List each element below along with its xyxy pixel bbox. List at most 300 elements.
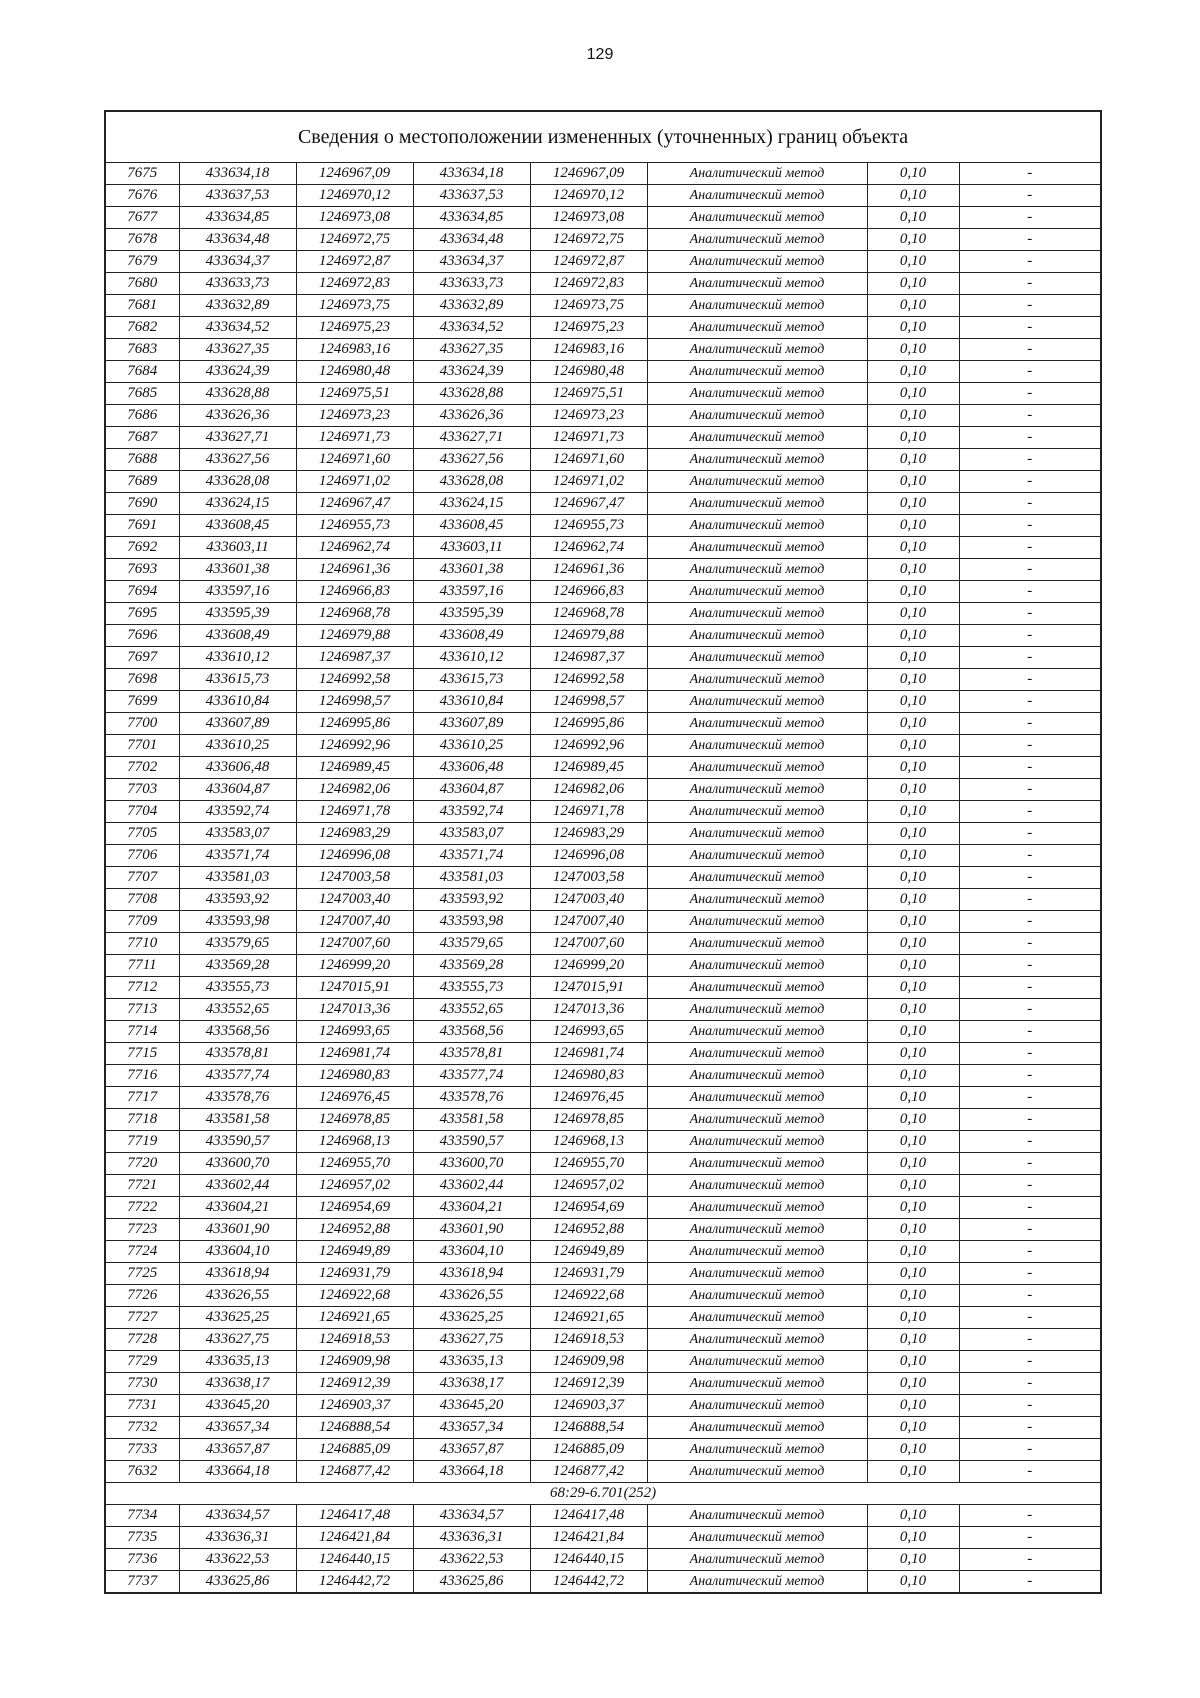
note-cell: - (959, 1549, 1101, 1571)
method-cell: Аналитический метод (647, 1307, 867, 1329)
table-row (105, 779, 1101, 801)
method-cell: Аналитический метод (647, 405, 867, 427)
note-cell: - (959, 471, 1101, 493)
note-cell: - (959, 405, 1101, 427)
y-existing-cell: 1246440,15 (296, 1549, 413, 1571)
x-updated-cell: 433657,34 (413, 1417, 530, 1439)
x-existing-cell: 433610,25 (179, 735, 296, 757)
x-updated-cell: 433610,12 (413, 647, 530, 669)
x-updated-cell: 433607,89 (413, 713, 530, 735)
accuracy-cell: 0,10 (867, 163, 959, 185)
x-existing-cell: 433624,39 (179, 361, 296, 383)
x-updated-cell: 433635,13 (413, 1351, 530, 1373)
x-existing-cell: 433608,49 (179, 625, 296, 647)
x-existing-cell: 433628,08 (179, 471, 296, 493)
note-cell: - (959, 669, 1101, 691)
note-cell: - (959, 581, 1101, 603)
note-cell: - (959, 1439, 1101, 1461)
table-row (105, 1505, 1101, 1527)
y-existing-cell: 1246982,06 (296, 779, 413, 801)
x-existing-cell: 433597,16 (179, 581, 296, 603)
x-existing-cell: 433571,74 (179, 845, 296, 867)
accuracy-cell: 0,10 (867, 471, 959, 493)
accuracy-cell: 0,10 (867, 317, 959, 339)
accuracy-cell: 0,10 (867, 185, 959, 207)
table-row (105, 317, 1101, 339)
table-row (105, 1197, 1101, 1219)
y-existing-cell: 1247015,91 (296, 977, 413, 999)
method-cell: Аналитический метод (647, 1527, 867, 1549)
table-row (105, 361, 1101, 383)
accuracy-cell: 0,10 (867, 867, 959, 889)
x-existing-cell: 433608,45 (179, 515, 296, 537)
x-existing-cell: 433578,81 (179, 1043, 296, 1065)
y-updated-cell: 1246973,08 (530, 207, 647, 229)
point-number-cell: 7681 (105, 295, 179, 317)
method-cell: Аналитический метод (647, 977, 867, 999)
y-existing-cell: 1246980,48 (296, 361, 413, 383)
y-existing-cell: 1247007,60 (296, 933, 413, 955)
method-cell: Аналитический метод (647, 933, 867, 955)
accuracy-cell: 0,10 (867, 1505, 959, 1527)
y-updated-cell: 1246912,39 (530, 1373, 647, 1395)
y-existing-cell: 1246973,08 (296, 207, 413, 229)
accuracy-cell: 0,10 (867, 1549, 959, 1571)
x-updated-cell: 433632,89 (413, 295, 530, 317)
method-cell: Аналитический метод (647, 1153, 867, 1175)
method-cell: Аналитический метод (647, 361, 867, 383)
y-updated-cell: 1246972,75 (530, 229, 647, 251)
note-cell: - (959, 1307, 1101, 1329)
point-number-cell: 7708 (105, 889, 179, 911)
point-number-cell: 7714 (105, 1021, 179, 1043)
method-cell: Аналитический метод (647, 471, 867, 493)
method-cell: Аналитический метод (647, 779, 867, 801)
method-cell: Аналитический метод (647, 603, 867, 625)
y-updated-cell: 1246972,87 (530, 251, 647, 273)
x-existing-cell: 433634,85 (179, 207, 296, 229)
x-updated-cell: 433634,37 (413, 251, 530, 273)
y-existing-cell: 1246912,39 (296, 1373, 413, 1395)
x-updated-cell: 433645,20 (413, 1395, 530, 1417)
y-updated-cell: 1246918,53 (530, 1329, 647, 1351)
y-existing-cell: 1246972,83 (296, 273, 413, 295)
point-number-cell: 7676 (105, 185, 179, 207)
table-row (105, 933, 1101, 955)
method-cell: Аналитический метод (647, 1373, 867, 1395)
method-cell: Аналитический метод (647, 1549, 867, 1571)
x-existing-cell: 433626,36 (179, 405, 296, 427)
y-existing-cell: 1246952,88 (296, 1219, 413, 1241)
accuracy-cell: 0,10 (867, 779, 959, 801)
method-cell: Аналитический метод (647, 801, 867, 823)
method-cell: Аналитический метод (647, 515, 867, 537)
accuracy-cell: 0,10 (867, 339, 959, 361)
method-cell: Аналитический метод (647, 713, 867, 735)
y-updated-cell: 1246995,86 (530, 713, 647, 735)
method-cell: Аналитический метод (647, 1131, 867, 1153)
x-existing-cell: 433625,25 (179, 1307, 296, 1329)
x-existing-cell: 433555,73 (179, 977, 296, 999)
accuracy-cell: 0,10 (867, 493, 959, 515)
method-cell: Аналитический метод (647, 295, 867, 317)
y-existing-cell: 1246975,51 (296, 383, 413, 405)
y-updated-cell: 1246922,68 (530, 1285, 647, 1307)
x-existing-cell: 433633,73 (179, 273, 296, 295)
x-existing-cell: 433552,65 (179, 999, 296, 1021)
table-row (105, 163, 1101, 185)
accuracy-cell: 0,10 (867, 229, 959, 251)
note-cell: - (959, 713, 1101, 735)
point-number-cell: 7718 (105, 1109, 179, 1131)
y-existing-cell: 1246972,87 (296, 251, 413, 273)
y-existing-cell: 1246961,36 (296, 559, 413, 581)
x-existing-cell: 433625,86 (179, 1571, 296, 1594)
note-cell: - (959, 911, 1101, 933)
table-row (105, 669, 1101, 691)
accuracy-cell: 0,10 (867, 1219, 959, 1241)
y-updated-cell: 1246903,37 (530, 1395, 647, 1417)
y-existing-cell: 1246979,88 (296, 625, 413, 647)
method-cell: Аналитический метод (647, 493, 867, 515)
y-existing-cell: 1246973,75 (296, 295, 413, 317)
point-number-cell: 7721 (105, 1175, 179, 1197)
note-cell: - (959, 933, 1101, 955)
x-existing-cell: 433657,34 (179, 1417, 296, 1439)
x-existing-cell: 433601,38 (179, 559, 296, 581)
point-number-cell: 7705 (105, 823, 179, 845)
x-updated-cell: 433627,71 (413, 427, 530, 449)
x-updated-cell: 433634,57 (413, 1505, 530, 1527)
x-updated-cell: 433568,56 (413, 1021, 530, 1043)
x-updated-cell: 433578,76 (413, 1087, 530, 1109)
method-cell: Аналитический метод (647, 163, 867, 185)
y-existing-cell: 1246918,53 (296, 1329, 413, 1351)
method-cell: Аналитический метод (647, 1197, 867, 1219)
y-updated-cell: 1246987,37 (530, 647, 647, 669)
note-cell: - (959, 185, 1101, 207)
x-existing-cell: 433602,44 (179, 1175, 296, 1197)
x-updated-cell: 433601,38 (413, 559, 530, 581)
x-updated-cell: 433633,73 (413, 273, 530, 295)
x-updated-cell: 433627,35 (413, 339, 530, 361)
table-row (105, 999, 1101, 1021)
table-row (105, 1351, 1101, 1373)
point-number-cell: 7695 (105, 603, 179, 625)
table-row (105, 1153, 1101, 1175)
x-existing-cell: 433615,73 (179, 669, 296, 691)
point-number-cell: 7723 (105, 1219, 179, 1241)
x-updated-cell: 433626,36 (413, 405, 530, 427)
x-updated-cell: 433597,16 (413, 581, 530, 603)
y-updated-cell: 1246976,45 (530, 1087, 647, 1109)
x-updated-cell: 433581,58 (413, 1109, 530, 1131)
accuracy-cell: 0,10 (867, 1285, 959, 1307)
y-existing-cell: 1246971,60 (296, 449, 413, 471)
x-updated-cell: 433602,44 (413, 1175, 530, 1197)
x-updated-cell: 433627,56 (413, 449, 530, 471)
accuracy-cell: 0,10 (867, 757, 959, 779)
accuracy-cell: 0,10 (867, 735, 959, 757)
y-existing-cell: 1246995,86 (296, 713, 413, 735)
y-updated-cell: 1246440,15 (530, 1549, 647, 1571)
method-cell: Аналитический метод (647, 955, 867, 977)
method-cell: Аналитический метод (647, 1087, 867, 1109)
y-updated-cell: 1247015,91 (530, 977, 647, 999)
table-row (105, 1175, 1101, 1197)
point-number-cell: 7710 (105, 933, 179, 955)
point-number-cell: 7684 (105, 361, 179, 383)
y-updated-cell: 1246888,54 (530, 1417, 647, 1439)
accuracy-cell: 0,10 (867, 1175, 959, 1197)
y-existing-cell: 1247007,40 (296, 911, 413, 933)
x-existing-cell: 433610,12 (179, 647, 296, 669)
x-updated-cell: 433571,74 (413, 845, 530, 867)
table-row (105, 647, 1101, 669)
y-existing-cell: 1246921,65 (296, 1307, 413, 1329)
method-cell: Аналитический метод (647, 1461, 867, 1483)
note-cell: - (959, 1417, 1101, 1439)
accuracy-cell: 0,10 (867, 999, 959, 1021)
accuracy-cell: 0,10 (867, 977, 959, 999)
accuracy-cell: 0,10 (867, 383, 959, 405)
table-row (105, 955, 1101, 977)
point-number-cell: 7693 (105, 559, 179, 581)
note-cell: - (959, 317, 1101, 339)
accuracy-cell: 0,10 (867, 691, 959, 713)
table-row (105, 1549, 1101, 1571)
y-updated-cell: 1246971,60 (530, 449, 647, 471)
note-cell: - (959, 493, 1101, 515)
table-row (105, 757, 1101, 779)
accuracy-cell: 0,10 (867, 405, 959, 427)
y-existing-cell: 1246903,37 (296, 1395, 413, 1417)
x-existing-cell: 433635,13 (179, 1351, 296, 1373)
y-updated-cell: 1247003,40 (530, 889, 647, 911)
y-existing-cell: 1246962,74 (296, 537, 413, 559)
table-row (105, 1087, 1101, 1109)
method-cell: Аналитический метод (647, 1219, 867, 1241)
y-updated-cell: 1246971,02 (530, 471, 647, 493)
y-existing-cell: 1246989,45 (296, 757, 413, 779)
y-existing-cell: 1246888,54 (296, 1417, 413, 1439)
y-updated-cell: 1246968,78 (530, 603, 647, 625)
x-updated-cell: 433606,48 (413, 757, 530, 779)
y-updated-cell: 1246992,58 (530, 669, 647, 691)
method-cell: Аналитический метод (647, 1043, 867, 1065)
note-cell: - (959, 339, 1101, 361)
y-updated-cell: 1246421,84 (530, 1527, 647, 1549)
accuracy-cell: 0,10 (867, 1131, 959, 1153)
note-cell: - (959, 1571, 1101, 1594)
method-cell: Аналитический метод (647, 207, 867, 229)
note-cell: - (959, 449, 1101, 471)
x-updated-cell: 433604,10 (413, 1241, 530, 1263)
point-number-cell: 7722 (105, 1197, 179, 1219)
y-existing-cell: 1246975,23 (296, 317, 413, 339)
table-row (105, 845, 1101, 867)
point-number-cell: 7729 (105, 1351, 179, 1373)
y-existing-cell: 1246966,83 (296, 581, 413, 603)
point-number-cell: 7720 (105, 1153, 179, 1175)
y-updated-cell: 1246972,83 (530, 273, 647, 295)
x-existing-cell: 433606,48 (179, 757, 296, 779)
x-existing-cell: 433593,98 (179, 911, 296, 933)
note-cell: - (959, 163, 1101, 185)
y-updated-cell: 1246983,16 (530, 339, 647, 361)
y-updated-cell: 1246967,47 (530, 493, 647, 515)
table-row (105, 713, 1101, 735)
y-updated-cell: 1246975,51 (530, 383, 647, 405)
x-existing-cell: 433627,56 (179, 449, 296, 471)
accuracy-cell: 0,10 (867, 559, 959, 581)
y-updated-cell: 1246983,29 (530, 823, 647, 845)
table-row (105, 1241, 1101, 1263)
table-row (105, 1439, 1101, 1461)
y-existing-cell: 1246971,02 (296, 471, 413, 493)
note-cell: - (959, 427, 1101, 449)
table-row (105, 1373, 1101, 1395)
x-existing-cell: 433581,03 (179, 867, 296, 889)
accuracy-cell: 0,10 (867, 1571, 959, 1594)
x-existing-cell: 433657,87 (179, 1439, 296, 1461)
y-updated-cell: 1246417,48 (530, 1505, 647, 1527)
accuracy-cell: 0,10 (867, 1153, 959, 1175)
table-row (105, 229, 1101, 251)
page-number: 129 (586, 46, 614, 63)
y-updated-cell: 1246971,73 (530, 427, 647, 449)
x-existing-cell: 433634,48 (179, 229, 296, 251)
y-updated-cell: 1247003,58 (530, 867, 647, 889)
note-cell: - (959, 1087, 1101, 1109)
x-existing-cell: 433603,11 (179, 537, 296, 559)
y-existing-cell: 1246992,58 (296, 669, 413, 691)
method-cell: Аналитический метод (647, 1439, 867, 1461)
point-number-cell: 7728 (105, 1329, 179, 1351)
note-cell: - (959, 955, 1101, 977)
y-updated-cell: 1246996,08 (530, 845, 647, 867)
note-cell: - (959, 1021, 1101, 1043)
x-updated-cell: 433600,70 (413, 1153, 530, 1175)
y-updated-cell: 1246949,89 (530, 1241, 647, 1263)
x-updated-cell: 433628,08 (413, 471, 530, 493)
x-existing-cell: 433610,84 (179, 691, 296, 713)
table-row (105, 1329, 1101, 1351)
y-updated-cell: 1246999,20 (530, 955, 647, 977)
point-number-cell: 7707 (105, 867, 179, 889)
y-existing-cell: 1246442,72 (296, 1571, 413, 1594)
note-cell: - (959, 889, 1101, 911)
table-row (105, 1395, 1101, 1417)
y-existing-cell: 1246981,74 (296, 1043, 413, 1065)
table-row (105, 295, 1101, 317)
method-cell: Аналитический метод (647, 1505, 867, 1527)
x-updated-cell: 433603,11 (413, 537, 530, 559)
x-existing-cell: 433601,90 (179, 1219, 296, 1241)
x-updated-cell: 433657,87 (413, 1439, 530, 1461)
x-updated-cell: 433608,45 (413, 515, 530, 537)
y-existing-cell: 1246992,96 (296, 735, 413, 757)
accuracy-cell: 0,10 (867, 1417, 959, 1439)
y-updated-cell: 1246973,23 (530, 405, 647, 427)
method-cell: Аналитический метод (647, 339, 867, 361)
table-row (105, 449, 1101, 471)
point-number-cell: 7725 (105, 1263, 179, 1285)
x-existing-cell: 433577,74 (179, 1065, 296, 1087)
x-updated-cell: 433615,73 (413, 669, 530, 691)
note-cell: - (959, 977, 1101, 999)
x-updated-cell: 433604,87 (413, 779, 530, 801)
section-label: 68:29-6.701(252) (105, 1483, 1101, 1505)
point-number-cell: 7732 (105, 1417, 179, 1439)
method-cell: Аналитический метод (647, 845, 867, 867)
point-number-cell: 7726 (105, 1285, 179, 1307)
x-existing-cell: 433604,21 (179, 1197, 296, 1219)
point-number-cell: 7700 (105, 713, 179, 735)
accuracy-cell: 0,10 (867, 361, 959, 383)
point-number-cell: 7699 (105, 691, 179, 713)
note-cell: - (959, 1527, 1101, 1549)
accuracy-cell: 0,10 (867, 1527, 959, 1549)
table-row (105, 559, 1101, 581)
x-existing-cell: 433595,39 (179, 603, 296, 625)
table-row (105, 889, 1101, 911)
table-row (105, 1571, 1101, 1594)
table-row (105, 339, 1101, 361)
method-cell: Аналитический метод (647, 1109, 867, 1131)
y-existing-cell: 1246885,09 (296, 1439, 413, 1461)
y-updated-cell: 1246993,65 (530, 1021, 647, 1043)
y-existing-cell: 1246993,65 (296, 1021, 413, 1043)
note-cell: - (959, 207, 1101, 229)
method-cell: Аналитический метод (647, 383, 867, 405)
y-existing-cell: 1246967,09 (296, 163, 413, 185)
accuracy-cell: 0,10 (867, 647, 959, 669)
point-number-cell: 7734 (105, 1505, 179, 1527)
accuracy-cell: 0,10 (867, 1307, 959, 1329)
note-cell: - (959, 1505, 1101, 1527)
x-updated-cell: 433634,18 (413, 163, 530, 185)
y-updated-cell: 1247013,36 (530, 999, 647, 1021)
table-row (105, 273, 1101, 295)
accuracy-cell: 0,10 (867, 603, 959, 625)
point-number-cell: 7687 (105, 427, 179, 449)
x-updated-cell: 433610,25 (413, 735, 530, 757)
method-cell: Аналитический метод (647, 1285, 867, 1307)
y-existing-cell: 1246973,23 (296, 405, 413, 427)
note-cell: - (959, 1329, 1101, 1351)
x-existing-cell: 433634,37 (179, 251, 296, 273)
table-title: Сведения о местоположении измененных (уточненных) границ объекта (105, 111, 1101, 163)
x-updated-cell: 433578,81 (413, 1043, 530, 1065)
method-cell: Аналитический метод (647, 823, 867, 845)
x-existing-cell: 433637,53 (179, 185, 296, 207)
x-existing-cell: 433634,18 (179, 163, 296, 185)
note-cell: - (959, 1153, 1101, 1175)
method-cell: Аналитический метод (647, 647, 867, 669)
x-existing-cell: 433618,94 (179, 1263, 296, 1285)
point-number-cell: 7735 (105, 1527, 179, 1549)
table-row (105, 427, 1101, 449)
table-row (105, 603, 1101, 625)
x-existing-cell: 433664,18 (179, 1461, 296, 1483)
point-number-cell: 7709 (105, 911, 179, 933)
y-updated-cell: 1246982,06 (530, 779, 647, 801)
note-cell: - (959, 559, 1101, 581)
accuracy-cell: 0,10 (867, 1439, 959, 1461)
x-updated-cell: 433590,57 (413, 1131, 530, 1153)
table-row (105, 1461, 1101, 1483)
